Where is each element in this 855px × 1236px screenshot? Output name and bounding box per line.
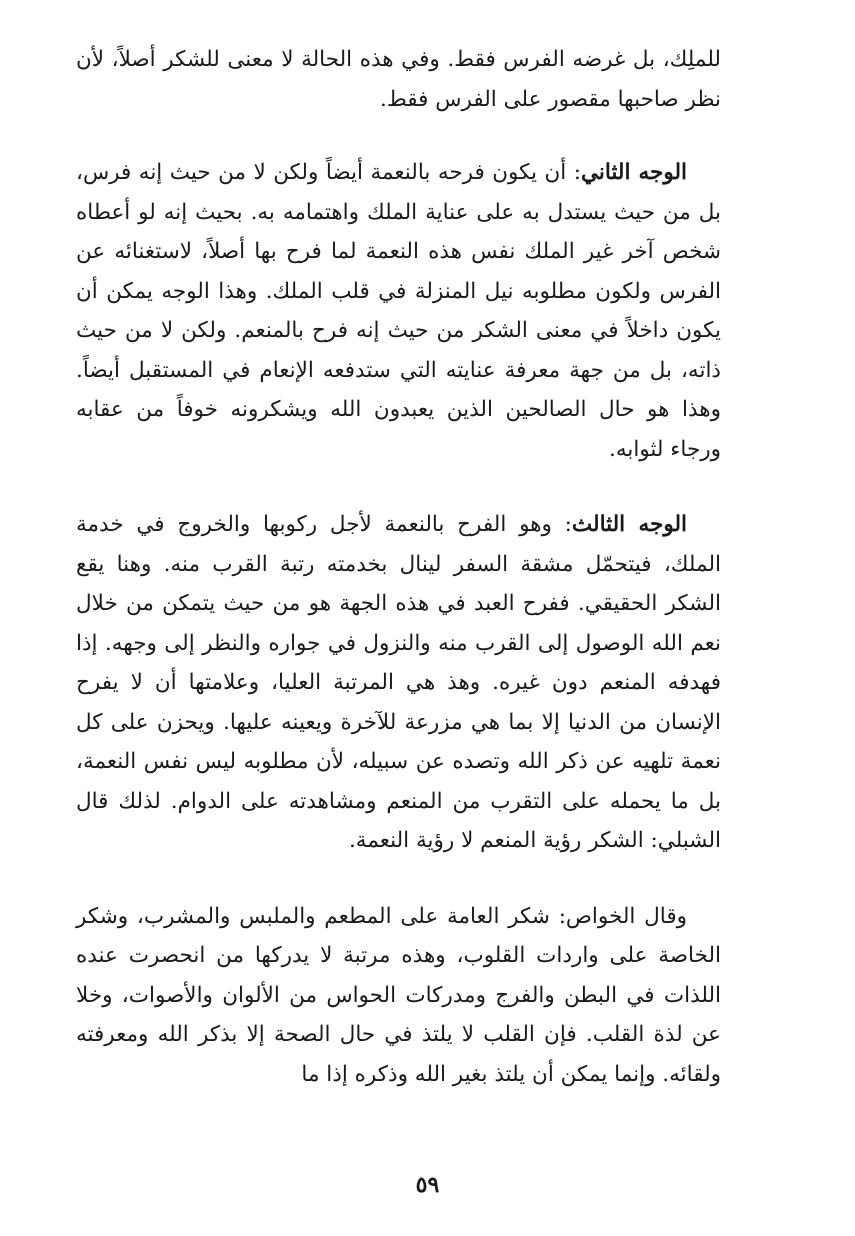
paragraph-text: : وهو الفرح بالنعمة لأجل ركوبها والخروج في خدمة الملك، فيتحمّل مشقة السفر لينال بخدمته رتبة القرب منه. وهنا يقع الشكر الحقيقي. ففرح العبد في هذه الجهة هو من حيث يتمكن من خلال نعم الله الوصول إلى القرب منه والنزول في جواره والنظر إلى وجهه. إذا فهدفه المنعم دون غيره. وهذ هي المرتبة العليا، وعلامتها أن لا يفرح الإنسان من الدنيا إلا بما هي مزرعة للآخرة ويعينه عليها. ويحزن على كل نعمة تلهيه عن ذكر الله وتصده عن سبيله، لأن مطلوبه ليس نفس النعمة، بل ما يحمله على التقرب من المنعم ومشاهدته على الدوام. لذلك قال الشبلي: الشكر رؤية المنعم لا رؤية النعمة. (76, 512, 721, 853)
paragraph-text: وقال الخواص: شكر العامة على المطعم والملبس والمشرب، وشكر الخاصة على واردات القلوب، وهذه مرتبة لا يدركها من انحصرت عنده اللذات في البطن والفرج ومدركات الحواس من الألوان والأصوات، وخلا عن لذة القلب. فإن القلب لا يلتذ في حال الصحة إلا بذكر الله ومعرفته ولقائه. وإنما يمكن أن يلتذ بغير الله وذكره إذا ما (76, 903, 721, 1087)
paragraph-khawwas-quote (76, 897, 721, 1095)
paragraph-third-aspect (76, 505, 721, 861)
paragraph-text: : أن يكون فرحه بالنعمة أيضاً ولكن لا من حيث إنه فرس، بل من حيث يستدل به على عناية الملك واهتمامه به. بحيث إنه لو أعطاه شخص آخر غير الملك نفس هذه النعمة لما فرح بها أصلاً، لاستغنائه عن الفرس ولكون مطلوبه نيل المنزلة في قلب الملك. وهذا الوجه يمكن أن يكون داخلاً في معنى الشكر من حيث إنه فرح بالمنعم. ولكن لا من حيث ذاته، بل من جهة معرفة عنايته التي ستدفعه الإنعام في المستقبل أيضاً. وهذا هو حال الصالحين الذين يعبدون الله ويشكرونه خوفاً من عقابه ورجاء لثوابه. (76, 160, 721, 462)
paragraph-text: للملِك، بل غرضه الفرس فقط. وفي هذه الحالة لا معنى للشكر أصلاً، لأن نظر صاحبها مقصور على الفرس فقط. (76, 47, 721, 112)
page-body (76, 40, 721, 1130)
section-heading: الوجه الثالث (571, 512, 687, 537)
paragraph-continuation (76, 40, 721, 119)
paragraph-second-aspect (76, 153, 721, 469)
section-heading: الوجه الثاني (580, 160, 688, 185)
page-number: ٥٩ (415, 1172, 440, 1198)
